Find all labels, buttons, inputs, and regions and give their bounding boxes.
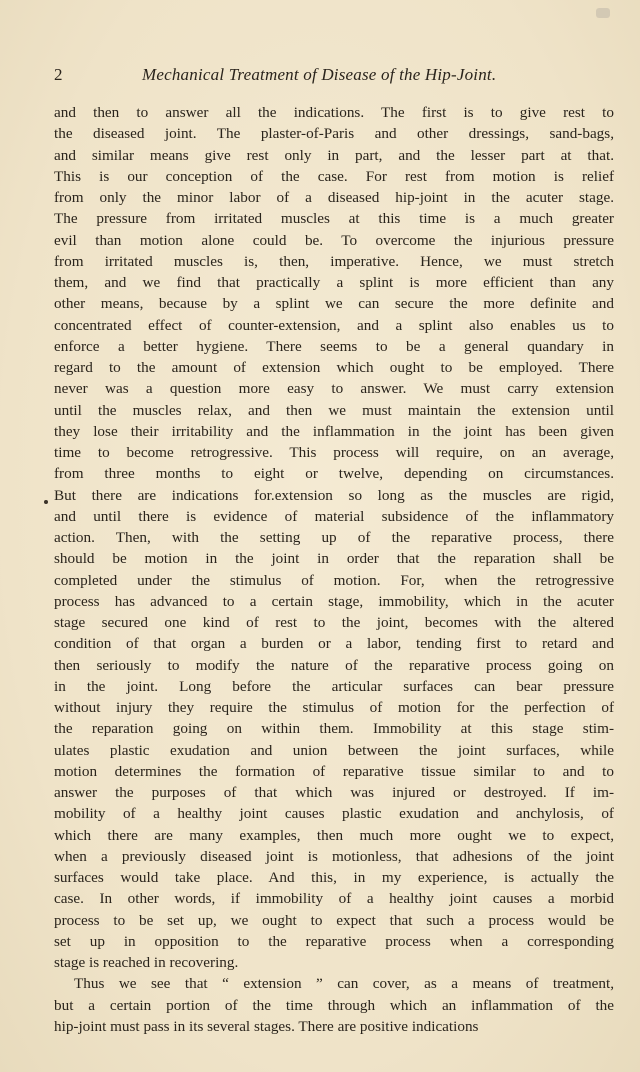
text-line: should be motion in the joint in order that the reparation shall be — [54, 550, 614, 568]
body-text — [54, 102, 614, 1037]
text-line: without injury they require the stimulus of motion for the perfection of — [54, 699, 614, 716]
text-line: the diseased joint. The plaster-of-Paris and other dressings, sand-bags, — [54, 125, 614, 143]
text-line: concentrated effect of counter-extension, and a splint also enables us to — [54, 316, 614, 334]
text-line: them, and we find that practically a splint is more efficient than any — [54, 274, 614, 291]
text-line: which there are many examples, then much more ought we to expect, — [54, 826, 614, 844]
text-line: hip-joint must pass in its several stages. There are positive indications — [54, 1017, 479, 1035]
text-line: evil than motion alone could be. To overcome the injurious pressure — [54, 231, 614, 249]
text-line: in the joint. Long before the articular surfaces can bear pressure — [54, 677, 614, 695]
text-line: But there are indications for.extension so long as the muscles are rigid, — [54, 486, 614, 504]
text-line: enforce a better hygiene. There seems to be a general quandary in — [54, 337, 614, 355]
text-line: and until there is evidence of material subsidence of the inflammatory — [54, 507, 614, 525]
text-line: action. Then, with the setting up of the reparative process, there — [54, 529, 614, 546]
text-line: never was a question more easy to answer. We must carry extension — [54, 380, 614, 398]
text-line: surfaces would take place. And this, in my experience, is actually the — [54, 869, 614, 886]
text-line: and then to answer all the indications. The first is to give rest to — [54, 104, 614, 121]
text-line: then seriously to modify the nature of the reparative process going on — [54, 656, 614, 674]
text-line: condition of that organ a burden or a labor, tending first to retard and — [54, 635, 614, 653]
page-header — [54, 64, 612, 86]
text-line: set up in opposition to the reparative process when a corresponding — [54, 932, 614, 950]
text-line: the reparation going on within them. Immobility at this stage stim- — [54, 720, 614, 738]
text-line: other means, because by a splint we can secure the more definite and — [54, 295, 614, 313]
text-line: This is our conception of the case. For rest from motion is relief — [54, 167, 614, 185]
text-line: stage secured one kind of rest to the joint, becomes with the altered — [54, 614, 614, 631]
text-line: from three months to eight or twelve, depending on circumstances. — [54, 465, 614, 483]
text-line: mobility of a healthy joint causes plastic exudation and anchylosis, of — [54, 805, 614, 823]
text-line: but a certain portion of the time through which an inflammation of the — [54, 996, 614, 1014]
text-line: process to be set up, we ought to expect that such a process would be — [54, 911, 614, 929]
text-line: until the muscles relax, and then we must maintain the extension until — [54, 401, 614, 419]
text-line: The pressure from irritated muscles at this time is a much greater — [54, 210, 614, 228]
text-line: time to become retrogressive. This process will require, on an average, — [54, 444, 614, 461]
text-line: regard to the amount of extension which ought to be employed. There — [54, 359, 614, 376]
text-line: when a previously diseased joint is motionless, that adhesions of the joint — [54, 847, 614, 865]
margin-mark — [44, 500, 48, 504]
page-number: 2 — [54, 65, 63, 84]
text-line: motion determines the formation of reparative tissue similar to and to — [54, 762, 614, 780]
text-line: and similar means give rest only in part, and the lesser part at that. — [54, 146, 614, 164]
page-corner-blemish — [596, 8, 610, 18]
text-line: they lose their irritability and the inflammation in the joint has been given — [54, 422, 614, 440]
text-line: ulates plastic exudation and union between the joint surfaces, while — [54, 741, 614, 759]
text-line: answer the purposes of that which was injured or destroyed. If im- — [54, 784, 614, 801]
text-line: Thus we see that “ extension ” can cover, as a means of treatment, — [74, 975, 614, 993]
text-line: completed under the stimulus of motion. For, when the retrogressive — [54, 571, 614, 589]
text-line: from irritated muscles is, then, imperative. Hence, we must stretch — [54, 252, 614, 270]
text-line: stage is reached in recovering. — [54, 954, 239, 971]
running-head: Mechanical Treatment of Disease of the Hip-Joint. — [142, 65, 497, 84]
text-line: process has advanced to a certain stage, immobility, which in the acuter — [54, 592, 614, 610]
text-line: case. In other words, if immobility of a healthy joint causes a morbid — [54, 890, 614, 908]
text-line: from only the minor labor of a diseased hip-joint in the acuter stage. — [54, 189, 614, 206]
